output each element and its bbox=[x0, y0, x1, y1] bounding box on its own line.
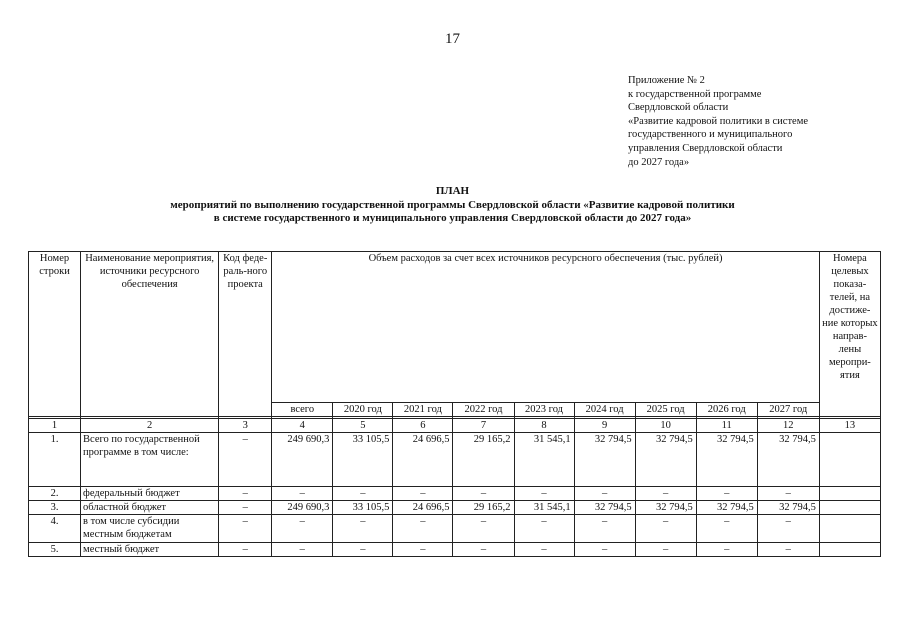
column-number: 4 bbox=[272, 419, 333, 433]
header-code: Код феде-раль-ного проекта bbox=[219, 252, 272, 417]
year-header: 2020 год bbox=[333, 403, 393, 417]
row-value: – bbox=[272, 487, 333, 501]
appendix-block bbox=[628, 74, 808, 169]
appendix-line: Приложение № 2 bbox=[628, 75, 705, 86]
row-value: – bbox=[393, 487, 453, 501]
header-expenses: Объем расходов за счет всех источников ресурсного обеспечения (тыс. рублей) bbox=[272, 252, 820, 403]
column-number: 3 bbox=[219, 419, 272, 433]
column-number: 10 bbox=[635, 419, 696, 433]
appendix-line: до 2027 года» bbox=[628, 156, 690, 168]
row-value: – bbox=[453, 487, 514, 501]
row-number: 5. bbox=[29, 543, 81, 557]
row-value: – bbox=[696, 515, 757, 543]
year-header: 2023 год bbox=[514, 403, 574, 417]
row-code: – bbox=[219, 501, 272, 515]
table-row bbox=[29, 543, 881, 557]
row-value: 31 545,1 bbox=[514, 433, 574, 487]
appendix-line: управления Свердловской области bbox=[628, 142, 783, 154]
column-number-row bbox=[29, 419, 881, 433]
year-header: 2022 год bbox=[453, 403, 514, 417]
row-value: – bbox=[453, 515, 514, 543]
header-row-number: Номер строки bbox=[29, 252, 81, 417]
row-value: – bbox=[272, 543, 333, 557]
column-number: 12 bbox=[757, 419, 819, 433]
appendix-line: «Развитие кадровой политики в системе bbox=[628, 115, 809, 127]
column-number: 5 bbox=[333, 419, 393, 433]
row-value: – bbox=[757, 515, 819, 543]
row-value: – bbox=[333, 487, 393, 501]
header-targets: Номера целевых показа-телей, на достиже-ние которых направ-лены меропри-ятия bbox=[819, 252, 880, 417]
row-value: 32 794,5 bbox=[635, 433, 696, 487]
column-number: 6 bbox=[393, 419, 453, 433]
row-value: 32 794,5 bbox=[574, 433, 635, 487]
row-value: 32 794,5 bbox=[635, 501, 696, 515]
row-value: – bbox=[696, 487, 757, 501]
title-line: ПЛАН bbox=[435, 185, 470, 197]
row-value: – bbox=[514, 543, 574, 557]
row-code: – bbox=[219, 487, 272, 501]
row-value: – bbox=[453, 543, 514, 557]
year-header: 2025 год bbox=[635, 403, 696, 417]
title-line: мероприятий по выполнению государственной программы Свердловской области «Развитие кадровой политики bbox=[170, 198, 735, 211]
row-value: 24 696,5 bbox=[393, 501, 453, 515]
row-value: – bbox=[757, 543, 819, 557]
table-row bbox=[29, 515, 881, 543]
row-value: 33 105,5 bbox=[333, 433, 393, 487]
year-header: 2021 год bbox=[393, 403, 453, 417]
row-value: 31 545,1 bbox=[514, 501, 574, 515]
page-number: 17 bbox=[445, 31, 460, 47]
row-value: – bbox=[635, 487, 696, 501]
row-name: в том числе субсидии местным бюджетам bbox=[81, 515, 219, 543]
row-value: – bbox=[514, 487, 574, 501]
table-row bbox=[29, 433, 881, 487]
row-name: федеральный бюджет bbox=[81, 487, 219, 501]
table-row bbox=[29, 487, 881, 501]
year-header: всего bbox=[272, 403, 333, 417]
appendix-line: Свердловской области bbox=[628, 102, 729, 114]
column-number: 11 bbox=[696, 419, 757, 433]
row-value: – bbox=[333, 515, 393, 543]
year-header: 2026 год bbox=[696, 403, 757, 417]
row-number: 2. bbox=[29, 487, 81, 501]
column-number: 13 bbox=[819, 419, 880, 433]
row-value: – bbox=[696, 543, 757, 557]
table-row bbox=[29, 501, 881, 515]
row-value: – bbox=[514, 515, 574, 543]
row-value: – bbox=[574, 515, 635, 543]
row-value: 32 794,5 bbox=[757, 433, 819, 487]
appendix-line: к государственной программе bbox=[628, 88, 762, 100]
row-name: областной бюджет bbox=[81, 501, 219, 515]
row-target bbox=[819, 543, 880, 557]
row-number: 3. bbox=[29, 501, 81, 515]
plan-table bbox=[28, 251, 881, 557]
row-target bbox=[819, 515, 880, 543]
row-target bbox=[819, 487, 880, 501]
plan-title bbox=[0, 185, 905, 226]
row-value: 249 690,3 bbox=[272, 501, 333, 515]
row-value: – bbox=[393, 543, 453, 557]
row-value: – bbox=[635, 515, 696, 543]
row-name: Всего по государственной программе в том числе: bbox=[81, 433, 219, 487]
row-code: – bbox=[219, 515, 272, 543]
row-value: 33 105,5 bbox=[333, 501, 393, 515]
row-code: – bbox=[219, 433, 272, 487]
row-value: 32 794,5 bbox=[574, 501, 635, 515]
year-header: 2027 год bbox=[757, 403, 819, 417]
row-value: 249 690,3 bbox=[272, 433, 333, 487]
row-value: – bbox=[635, 543, 696, 557]
column-number: 8 bbox=[514, 419, 574, 433]
row-value: – bbox=[574, 543, 635, 557]
row-value: – bbox=[272, 515, 333, 543]
row-value: 32 794,5 bbox=[696, 433, 757, 487]
row-target bbox=[819, 433, 880, 487]
appendix-line: государственного и муниципального bbox=[628, 129, 793, 141]
column-number: 7 bbox=[453, 419, 514, 433]
row-value: 24 696,5 bbox=[393, 433, 453, 487]
row-name: местный бюджет bbox=[81, 543, 219, 557]
row-value: – bbox=[757, 487, 819, 501]
row-value: – bbox=[333, 543, 393, 557]
row-target bbox=[819, 501, 880, 515]
title-line: в системе государственного и муниципального управления Свердловской области до 2027 года» bbox=[213, 212, 692, 224]
year-header: 2024 год bbox=[574, 403, 635, 417]
row-value: 32 794,5 bbox=[696, 501, 757, 515]
row-number: 1. bbox=[29, 433, 81, 487]
row-value: – bbox=[574, 487, 635, 501]
row-value: 29 165,2 bbox=[453, 433, 514, 487]
column-number: 2 bbox=[81, 419, 219, 433]
row-code: – bbox=[219, 543, 272, 557]
row-number: 4. bbox=[29, 515, 81, 543]
row-value: 29 165,2 bbox=[453, 501, 514, 515]
row-value: – bbox=[393, 515, 453, 543]
column-number: 1 bbox=[29, 419, 81, 433]
row-value: 32 794,5 bbox=[757, 501, 819, 515]
header-name: Наименование мероприятия, источники ресурсного обеспечения bbox=[81, 252, 219, 417]
column-number: 9 bbox=[574, 419, 635, 433]
